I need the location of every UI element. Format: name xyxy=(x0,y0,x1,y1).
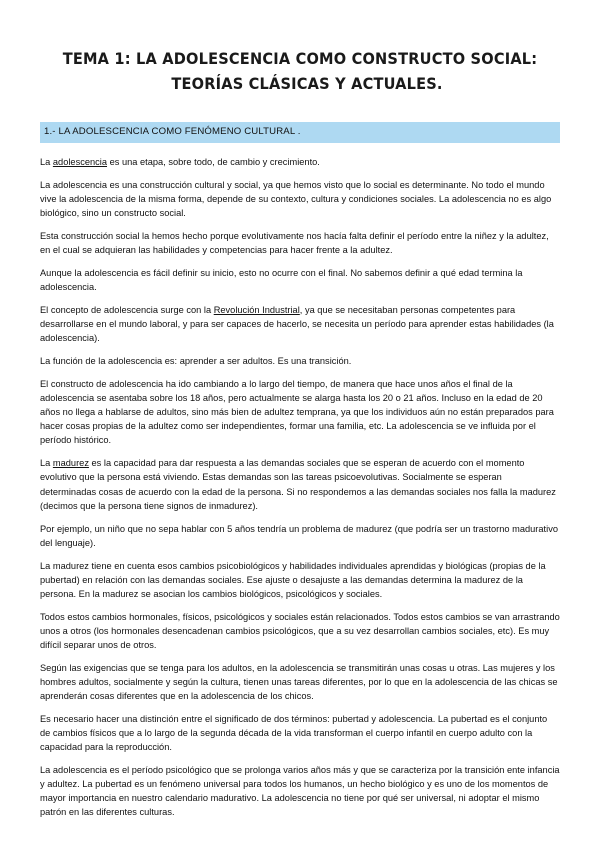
paragraph-7: El constructo de adolescencia ha ido cambiando a lo largo del tiempo, de manera que hace unos años el final de la adolescencia se asentaba sobre los 18 años, pero actualmente se alarga hasta los 20 o 21 años. Incluso en la edad de 20 años no llega a hablarse de adultos, sino más bien de adultez temprana, ya que los individuos aún no están preparados para hacer cosas propias de la adultez como ser independientes, formar una familia, etc. La adolescencia se ve influida por el período histórico. xyxy=(40,379,554,446)
paragraph-2: La adolescencia es una construcción cultural y social, ya que hemos visto que lo social es determinante. No todo el mundo vive la adolescencia de la misma forma, depende de su contexto, cultura y condiciones sociales. La adolescencia no es algo biológico, sino un constructo social. xyxy=(40,179,552,218)
paragraph-12: Según las exigencias que se tenga para los adultos, en la adolescencia se transmitirán unas cosas u otras. Las mujeres y los hombres adultos, socialmente y según la cultura, tienen unas tareas diferentes, por lo que en la adolescencia de las chicas se aprenderán cosas diferentes que en la adolescencia de los chicos. xyxy=(40,662,558,702)
paragraph-5-pre: El concepto de adolescencia surge con la xyxy=(40,304,214,315)
paragraph-5-underlined-term: Revolución Industrial xyxy=(213,304,300,315)
paragraph-8-underlined-term: madurez xyxy=(52,458,89,469)
paragraph-6: La función de la adolescencia es: aprender a ser adultos. Es una transición. xyxy=(40,356,352,367)
paragraph-10: La madurez tiene en cuenta esos cambios psicobiológicos y habilidades individuales aprendidas y biológicas (propias de la pubertad) en relación con las demandas sociales. Ese ajuste o desajuste a las demandas determina la madurez de la persona. En la madurez se asocian los cambios biológicos, psicológicos y sociales. xyxy=(40,560,546,599)
paragraph-5 xyxy=(40,303,560,345)
page-title-line-1: TEMA 1: LA ADOLESCENCIA COMO CONSTRUCTO SOCIAL: xyxy=(62,49,538,68)
paragraph-1-underlined-term: adolescencia xyxy=(52,156,108,167)
paragraph-8-pre: La xyxy=(40,458,53,469)
section-heading: 1.- LA ADOLESCENCIA COMO FENÓMENO CULTURAL . xyxy=(40,122,560,142)
paragraph-4: Aunque la adolescencia es fácil definir su inicio, esto no ocurre con el final. No sabemos definir a qué edad termina la adolescencia. xyxy=(40,267,523,292)
paragraph-9: Por ejemplo, un niño que no sepa hablar con 5 años tendría un problema de madurez (que podría ser un trastorno madurativo del lenguaje). xyxy=(40,523,558,548)
paragraph-5-post: , ya que se necesitaban personas competentes para desarrollarse en el mundo laboral, y para ser capaces de hacerlo, se necesita un período para aprender estas habilidades (la adolescencia). xyxy=(40,304,554,344)
paragraph-14: La adolescencia es el período psicológico que se prolonga varios años más y que se caracteriza por la transición ente infancia y adultez. La pubertad es un fenómeno universal para todos los humanos, un hecho biológico y es uno de los momentos de mayor importancia en nuestro calendario madurativo. La adolescencia no tiene por qué ser universal, ni adoptar el mismo patrón en las diferentes culturas. xyxy=(40,765,560,818)
paragraph-11: Todos estos cambios hormonales, físicos, psicológicos y sociales están relacionados. Todos estos cambios se van arrastrando unos a otros (los hormonales desencadenan cambios psicológicos, que a su vez desarrollan cambios sociales, etc). Es muy difícil separar unos de otros. xyxy=(40,611,560,650)
paragraph-1-post: es una etapa, sobre todo, de cambio y crecimiento. xyxy=(107,156,320,167)
page-title xyxy=(40,46,560,96)
page-title-line-2: TEORÍAS CLÁSICAS Y ACTUALES. xyxy=(171,74,443,94)
paragraph-8-post: es la capacidad para dar respuesta a las demandas sociales que se esperan de acuerdo con el momento evolutivo que la persona está viviendo. Estas demandas son las tareas psicoevolutivas. Socialmente se esperan determinadas cosas de acuerdo con la edad de la persona. Si no respondemos a las demandas sociales nos falla la madurez (decimos que la persona tiene signos de inmadurez). xyxy=(40,458,556,511)
paragraph-3: Esta construcción social la hemos hecho porque evolutivamente nos hacía falta definir el período entre la niñez y la adultez, en el cual se adquieran las habilidades y competencias para hacer frente a la adultez. xyxy=(40,230,549,255)
paragraph-13: Es necesario hacer una distinción entre el significado de dos términos: pubertad y adolescencia. La pubertad es el conjunto de cambios físicos que a lo largo de la segunda década de la vida transforman el cuerpo infantil en cuerpo adulto con la capacidad para la reproducción. xyxy=(40,714,548,753)
paragraph-1-pre: La xyxy=(40,156,53,167)
paragraph-8 xyxy=(40,456,560,512)
paragraph-1 xyxy=(40,155,560,169)
